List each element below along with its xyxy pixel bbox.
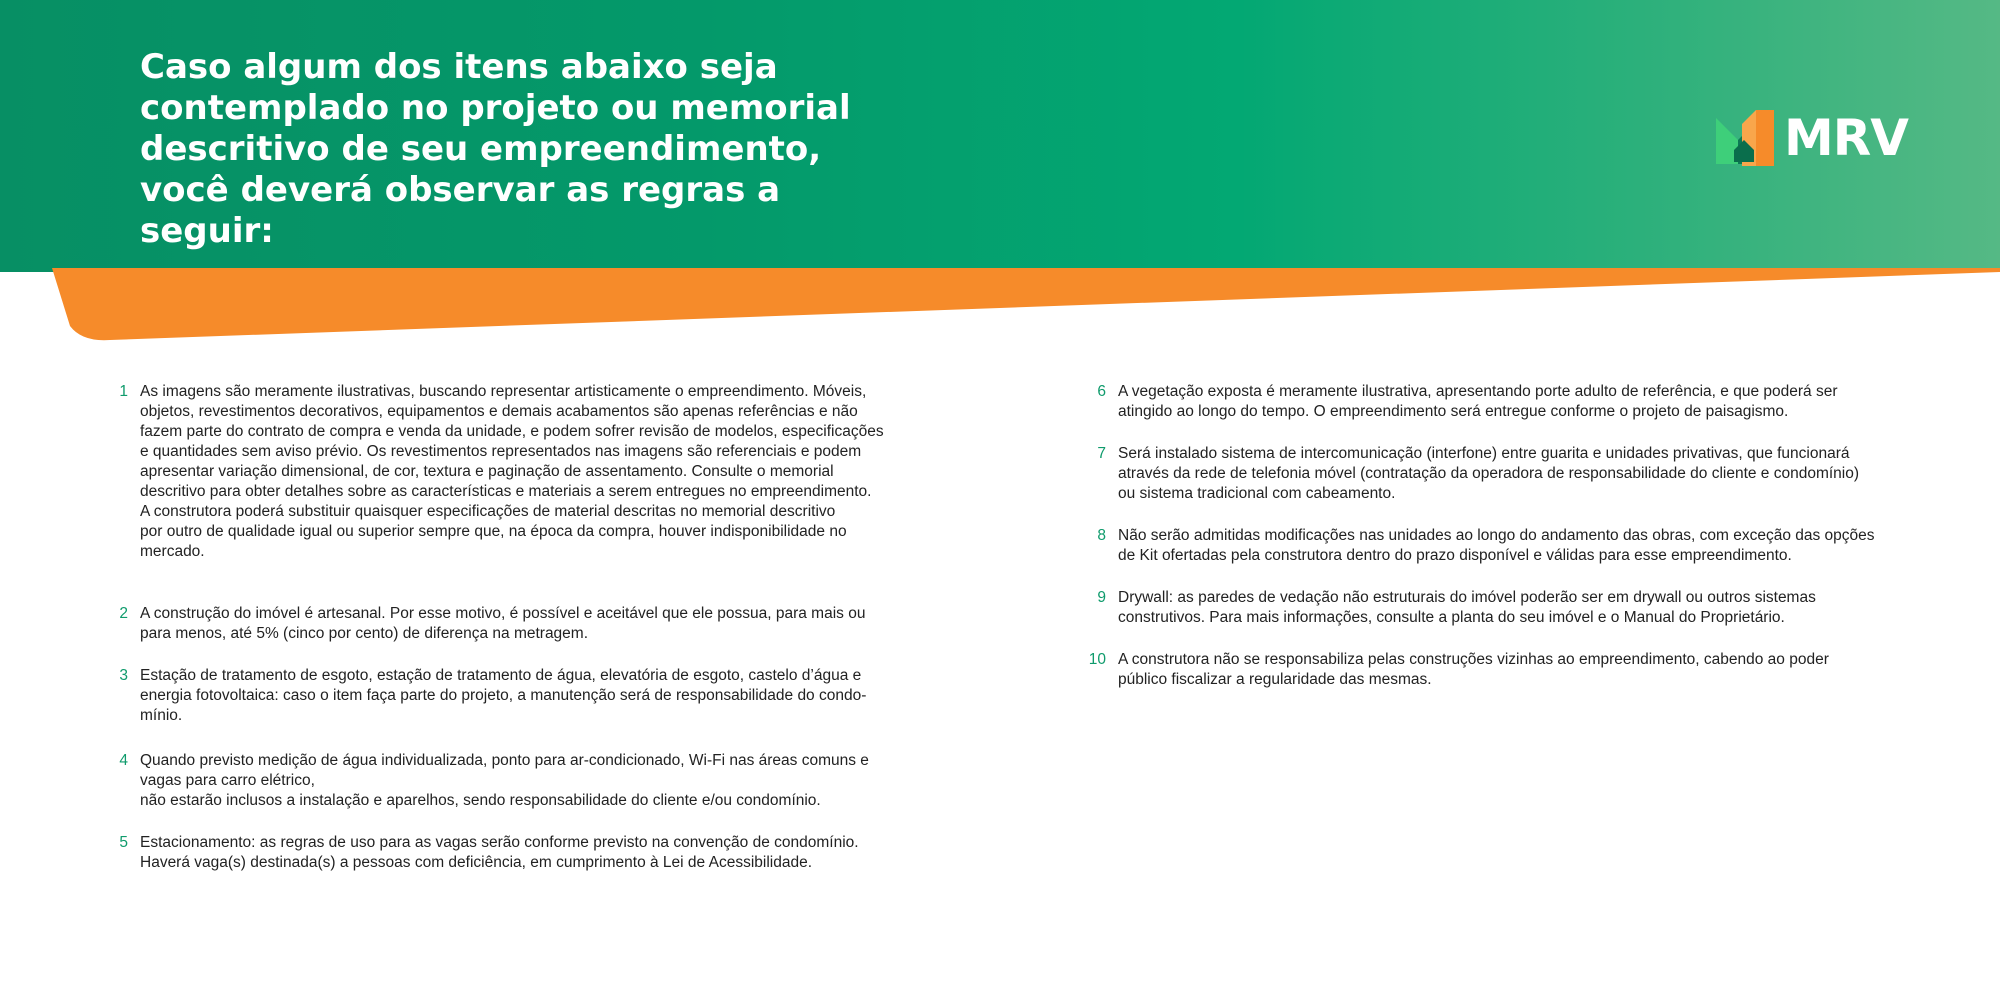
rule-item-7 — [1090, 444, 1930, 504]
rule-text: A vegetação exposta é meramente ilustrativa, apresentando porte adulto de referência, e que poderá ser atingido ao longo do tempo. O empreendimento será entregue conforme o projeto de paisagismo. — [1118, 383, 1838, 420]
rule-item-9 — [1090, 588, 1930, 628]
header-banner — [0, 0, 2000, 272]
rules-column-right — [1090, 382, 1930, 712]
rule-text: Estação de tratamento de esgoto, estação de tratamento de água, elevatória de esgoto, castelo d’água e energia fotovoltaica: caso o item faça parte do projeto, a manutenção será de responsabilidade do condo- mínio. — [140, 667, 867, 724]
mrv-logo — [1716, 110, 1916, 170]
rule-item-5 — [112, 833, 942, 873]
rule-text: Quando previsto medição de água individualizada, ponto para ar-condicionado, Wi-Fi nas áreas comuns e vagas para carro elétrico, não estarão inclusos a instalação e aparelhos, sendo responsabilidade do cliente e/ou condomínio. — [140, 752, 869, 809]
mrv-logo-icon — [1716, 110, 1778, 168]
rule-text: As imagens são meramente ilustrativas, buscando representar artisticamente o empreendimento. Móveis, objetos, revestimentos decorativos, equipamentos e demais acabamentos são apenas referências e não fazem parte do contrato de compra e venda da unidade, e podem sofrer revisão de modelos, especificações e quantidades sem aviso prévio. Os revestimentos representados nas imagens são referenciais e podem apresentar variação dimensional, de cor, textura e paginação de assentamento. Consulte o memorial descritivo para obter detalhes sobre as características e materiais a serem entregues no empreendimento. A construtora poderá substituir quaisquer especificações de material descritas no memorial descritivo por outro de qualidade igual ou superior sempre que, na época da compra, houver indisponibilidade no mercado. — [140, 383, 884, 560]
rule-item-2 — [112, 604, 942, 644]
rules-column-left — [112, 382, 942, 895]
rule-text: A construtora não se responsabiliza pelas construções vizinhas ao empreendimento, cabendo ao poder público fiscalizar a regularidade das mesmas. — [1118, 651, 1829, 688]
rule-text: Será instalado sistema de intercomunicação (interfone) entre guarita e unidades privativas, que funcionará através da rede de telefonia móvel (contratação da operadora de responsabilidade do cliente e condomínio) ou sistema tradicional com cabeamento. — [1118, 445, 1860, 502]
rule-item-10 — [1090, 650, 1930, 690]
rule-text: A construção do imóvel é artesanal. Por esse motivo, é possível e aceitável que ele possua, para mais ou para menos, até 5% (cinco por cento) de diferença na metragem. — [140, 605, 866, 642]
rule-item-1 — [112, 382, 942, 562]
page-title: Caso algum dos itens abaixo seja contemplado no projeto ou memorial descritivo de seu empreendimento, você deverá observar as regras a seguir: — [140, 47, 851, 251]
rule-text: Estacionamento: as regras de uso para as vagas serão conforme previsto na convenção de condomínio. Haverá vaga(s) destinada(s) a pessoas com deficiência, em cumprimento à Lei de Acessibilidade. — [140, 834, 859, 871]
rule-text: Não serão admitidas modificações nas unidades ao longo do andamento das obras, com exceção das opções de Kit ofertadas pela construtora dentro do prazo disponível e válidas para esse empreendimento. — [1118, 527, 1875, 564]
rule-item-6 — [1090, 382, 1930, 422]
rule-item-8 — [1090, 526, 1930, 566]
rule-number: 4 — [119, 752, 128, 769]
rule-number: 3 — [119, 667, 128, 684]
rule-number: 8 — [1097, 527, 1106, 544]
rule-number: 6 — [1097, 383, 1106, 400]
rule-text: Drywall: as paredes de vedação não estruturais do imóvel poderão ser em drywall ou outros sistemas construtivos. Para mais informações, consulte a planta do seu imóvel e o Manual do Proprietário. — [1118, 589, 1816, 626]
rule-number: 1 — [119, 383, 128, 400]
orange-swoosh — [0, 268, 2000, 342]
rule-item-4 — [112, 751, 942, 811]
logo-text: MRV — [1784, 109, 1908, 167]
rule-number: 7 — [1097, 445, 1106, 462]
rule-item-3 — [112, 666, 942, 726]
rule-number: 5 — [119, 834, 128, 851]
rule-number: 2 — [119, 605, 128, 622]
rule-number: 9 — [1097, 589, 1106, 606]
rule-number: 10 — [1088, 651, 1106, 668]
